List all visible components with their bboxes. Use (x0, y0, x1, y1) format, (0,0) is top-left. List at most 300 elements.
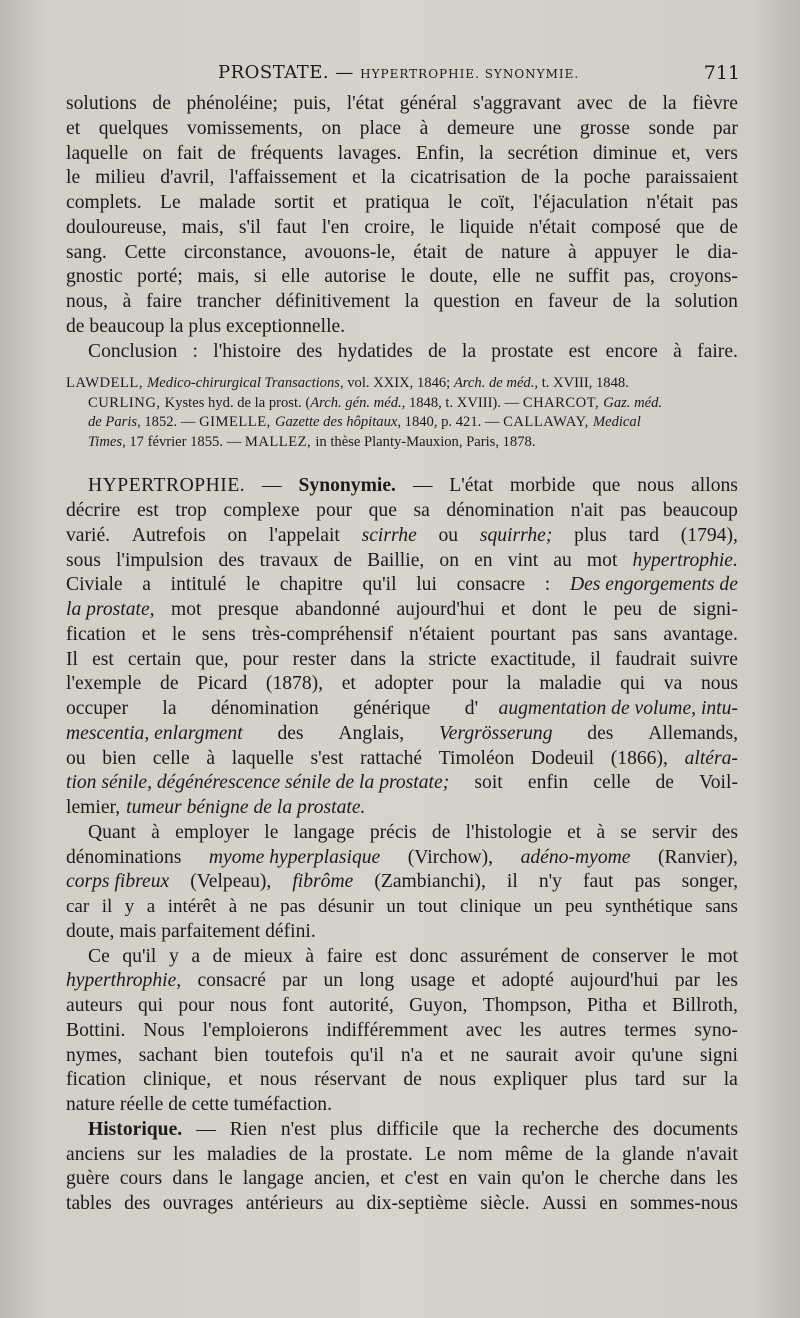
term: tumeur bénigne de la prostate. (126, 797, 366, 818)
text-line (66, 623, 738, 648)
term: mescentia, enlargment (66, 722, 243, 744)
word: question (433, 291, 500, 312)
text-line (66, 945, 738, 970)
word: pas (620, 500, 647, 521)
word: consacré (197, 970, 266, 992)
word: adopter (374, 673, 434, 695)
word: termes (624, 1019, 677, 1041)
word: assurément (460, 945, 549, 967)
word: y (124, 896, 135, 917)
word: l'histoire (213, 340, 282, 362)
text-line (66, 747, 738, 772)
word: pas (711, 192, 738, 213)
word: la (723, 1069, 738, 1091)
word: la (662, 93, 677, 114)
word: vain (477, 1168, 512, 1190)
word: et, (671, 142, 691, 164)
word: des (711, 821, 738, 843)
word: n'a (400, 1044, 423, 1066)
word: (Velpeau), (190, 871, 272, 893)
word: par (712, 117, 738, 139)
word: que (676, 216, 705, 238)
word: très-compréhensif (251, 623, 394, 645)
word: porté; (137, 266, 183, 288)
word: Ce (88, 945, 110, 967)
word: complets. (66, 192, 142, 213)
word: des (612, 1118, 640, 1140)
word: des (296, 340, 323, 362)
word: des (587, 722, 614, 744)
word: avouons-le, (304, 241, 396, 263)
word: vint (507, 549, 539, 571)
word: une (532, 117, 562, 139)
word: de (288, 1143, 308, 1165)
word: dans (350, 648, 387, 670)
word: avantage. (663, 623, 738, 645)
word: est (568, 340, 591, 362)
word: autorité, (329, 995, 394, 1016)
word: dénomination (446, 500, 555, 521)
section-heading-line (66, 1118, 738, 1143)
word: elle (281, 266, 310, 288)
word: n'était (528, 216, 577, 238)
word: que, (195, 648, 229, 670)
term: scirrhe (361, 524, 417, 546)
word: Il (66, 648, 78, 670)
word: fication (66, 623, 126, 645)
word: place (359, 117, 402, 139)
word: plus (584, 1069, 618, 1091)
ref-detail: , 1840, p. 421. — (397, 414, 504, 431)
ref-author: MALLEZ, (244, 433, 316, 450)
word: saurait (505, 1044, 558, 1066)
text-line (66, 1167, 738, 1192)
text-line (66, 1019, 738, 1044)
word: croire, (364, 216, 415, 238)
word: et (228, 1069, 243, 1091)
word: est (136, 500, 159, 521)
word: (Zambianchi), (374, 871, 486, 893)
word: sens (201, 623, 236, 645)
ref-title: Medico-chirurgical Transactions (147, 375, 340, 392)
word: en (474, 549, 493, 571)
term: hyperthrophie, (66, 970, 182, 992)
word: précis (369, 821, 417, 843)
text-line (66, 92, 738, 117)
term: augmentation de volume, intu- (498, 698, 738, 719)
word: (1866), (610, 747, 668, 769)
word: travaux (259, 549, 319, 571)
word: fait (176, 142, 203, 164)
word: phénoléine; (186, 93, 278, 114)
word: peu (613, 599, 642, 620)
word: pour (316, 500, 353, 521)
word: c'est (404, 1168, 439, 1190)
word: de (628, 93, 647, 114)
word: nous (259, 1069, 297, 1091)
paragraph-case-report (66, 92, 738, 315)
word: malade (199, 192, 256, 213)
word: on (142, 142, 163, 164)
word: grosse (579, 117, 630, 139)
word: servir (651, 821, 697, 843)
word: enfin (527, 772, 569, 794)
word: dans (172, 1168, 209, 1190)
word: un (533, 896, 553, 917)
word: expliquer (493, 1069, 568, 1091)
word: sur (682, 1069, 707, 1091)
word: Allemands, (648, 722, 738, 744)
text-line (66, 315, 738, 340)
word: milieu (95, 167, 146, 189)
word: Anglais, (338, 722, 405, 744)
body-text (66, 92, 738, 1217)
line-text: de beaucoup la plus exceptionnelle. (66, 315, 346, 337)
word: bien (102, 747, 137, 769)
word: sans (705, 896, 738, 917)
text-line (66, 722, 738, 747)
word: lavages. (337, 142, 402, 164)
word: lemier, (66, 797, 121, 818)
term: hypertrophie. (632, 549, 738, 571)
page-number: 711 (703, 62, 740, 84)
word: le (264, 821, 279, 843)
word: l'appelait (268, 524, 340, 546)
word: on (321, 117, 342, 139)
term: la prostate, (66, 599, 155, 620)
ref-title: Medical (592, 414, 641, 431)
word: de (428, 340, 447, 362)
word: Autrefois (131, 524, 206, 546)
word: pourtant (490, 623, 556, 645)
word: Aussi (542, 1193, 587, 1214)
word: solution (674, 291, 738, 312)
word: rattaché (360, 747, 423, 769)
word: tard (634, 1069, 666, 1091)
word: exactitude, (490, 648, 576, 670)
word: pas, (623, 266, 655, 288)
word: Baillie, (367, 549, 425, 571)
word: pratiqua (365, 192, 430, 213)
word: stricte (428, 648, 477, 670)
word: occuper (66, 698, 129, 719)
word: quelques (98, 117, 169, 139)
word: l'éjaculation (533, 192, 628, 213)
text-line (66, 1143, 738, 1168)
word: anciens (66, 1143, 125, 1165)
word: siècle. (480, 1193, 530, 1214)
word: tables (66, 1193, 112, 1214)
ref-title: Times (88, 433, 123, 450)
word: prostate (491, 340, 554, 362)
word: Timoléon (438, 747, 515, 769)
word: Bottini. (66, 1019, 126, 1041)
word: et (141, 623, 156, 645)
text-line (66, 1093, 738, 1118)
text-line (66, 549, 738, 574)
word: la (319, 1143, 334, 1165)
text-line (66, 672, 738, 697)
word: sans (613, 623, 648, 645)
word: s'il (238, 216, 261, 238)
word: chapitre (279, 574, 343, 596)
word: de (658, 599, 677, 620)
word: qu'on (521, 1168, 565, 1190)
word: tout (417, 896, 448, 917)
word: le (430, 216, 445, 238)
word: maladies (207, 1143, 277, 1165)
word: pas (571, 623, 598, 645)
word: hydatides (337, 340, 413, 362)
word: sachant (138, 1044, 198, 1066)
word: syno- (694, 1019, 738, 1041)
word: ou (66, 747, 86, 769)
text-line (66, 117, 738, 142)
text-line (66, 796, 738, 821)
word: a (146, 896, 156, 917)
word: définitivement (275, 291, 390, 312)
word: recherche (522, 1118, 599, 1140)
ref-detail: , vol. XXIX, 1846; (339, 375, 454, 392)
word: en (514, 291, 534, 312)
word: de (160, 673, 179, 695)
word: ne (249, 896, 268, 917)
word: langage (242, 1168, 304, 1190)
word: de (655, 772, 674, 794)
word: nous, (66, 291, 108, 312)
word: fréquents (250, 142, 324, 164)
word: dix-septième (366, 1193, 468, 1214)
word: (Virchow), (407, 846, 494, 868)
ref-author: GIMELLE, (199, 414, 275, 431)
word: nous (229, 995, 267, 1016)
word: le (245, 574, 261, 596)
word: liquide (459, 216, 514, 238)
text-line (66, 191, 738, 216)
word: a (142, 574, 151, 596)
section-heading-line (66, 474, 738, 499)
ref-title: de Paris (88, 414, 138, 431)
word: intitulé (170, 574, 227, 596)
text-line (66, 920, 738, 945)
word: le (447, 192, 462, 213)
word: mot (170, 599, 202, 620)
word: car (66, 896, 90, 917)
word: la (404, 291, 419, 312)
ref-detail: , 17 février 1855. — (122, 433, 245, 450)
word: il (101, 896, 113, 917)
word: employer (175, 821, 250, 843)
word: de (333, 549, 353, 571)
word: nous (637, 475, 675, 497)
word: par (282, 970, 308, 992)
word: était (413, 241, 447, 263)
word: signi (699, 1044, 738, 1066)
word: de (431, 821, 451, 843)
word: générique (353, 698, 431, 719)
word: et (341, 673, 356, 695)
references-block (66, 374, 738, 452)
term: fibrôme (292, 871, 354, 893)
word: mot (586, 549, 618, 571)
word: l'histologie (465, 821, 552, 843)
word: plus (329, 1118, 363, 1140)
word: en (599, 1193, 618, 1214)
word: Dodeuil (530, 747, 595, 769)
ref-detail: , 1852. — (137, 414, 200, 431)
word: doute, (429, 266, 478, 288)
word: presque (217, 599, 279, 620)
reference-line (66, 433, 738, 453)
word: la (461, 340, 477, 362)
word: de (560, 945, 580, 967)
term: corps fibreux (66, 871, 170, 893)
word: Cette (124, 241, 167, 263)
word: (Ranvier), (657, 846, 738, 868)
word: pas (634, 871, 661, 893)
word: l'emploierons (202, 1019, 309, 1041)
word: la (494, 1118, 509, 1140)
word: des (277, 722, 304, 744)
word: on (439, 549, 459, 571)
word: celle (152, 747, 190, 769)
line-text: doute, mais parfaitement défini. (66, 920, 316, 942)
word: à (206, 747, 216, 769)
word: l'état (346, 93, 384, 114)
term: altéra- (684, 747, 738, 769)
running-title-sub: HYPERTROPHIE. SYNONYMIE. (360, 67, 580, 81)
reference-line (66, 374, 738, 394)
ref-title: Gaz. méd. (603, 394, 663, 411)
word: les (519, 1019, 542, 1041)
word: décrire (66, 500, 121, 521)
word: le (218, 1168, 233, 1190)
word: Quant (88, 821, 136, 843)
word: soit (474, 772, 503, 794)
word: à (122, 291, 132, 312)
word: le (400, 266, 415, 288)
word: sortit (274, 192, 315, 213)
text-line (66, 499, 738, 524)
word: clinique (459, 896, 522, 917)
ref-author: CALLAWAY, (503, 414, 593, 431)
word: aujourd'hui (396, 599, 485, 620)
word: bien (214, 1044, 249, 1066)
word: nature (501, 241, 551, 263)
word: Civiale (66, 574, 123, 596)
word: circonstance, (183, 241, 287, 263)
word: : (544, 574, 551, 596)
word: Enfin, (415, 142, 465, 164)
word: glande (621, 1143, 675, 1165)
word: que (368, 500, 397, 521)
ref-author: CHARCOT, (522, 394, 604, 411)
word: Billroth, (672, 995, 738, 1016)
word: et (66, 117, 81, 139)
word: croyons- (669, 266, 738, 288)
word: synthétique (605, 896, 693, 917)
text-line (66, 846, 738, 871)
word: et (567, 821, 582, 843)
word: au (553, 549, 572, 571)
word: par (674, 970, 700, 992)
word: le (680, 945, 695, 967)
word: donc (409, 945, 448, 967)
ref-author: CURLING, (88, 394, 165, 411)
word: aujourd'hui (570, 970, 659, 992)
word: mot (707, 945, 738, 967)
word: n'avait (686, 1143, 738, 1165)
dash: — (262, 475, 282, 497)
text-line (66, 598, 738, 623)
word: rester (292, 648, 337, 670)
word: et (642, 995, 657, 1016)
word: faveur (547, 291, 598, 312)
word: la (595, 1143, 610, 1165)
text-line (66, 142, 738, 167)
word: — (412, 475, 433, 497)
word: solutions (66, 93, 137, 114)
text-line (66, 573, 738, 598)
word: toutefois (264, 1044, 334, 1066)
text-line (66, 821, 738, 846)
word: laquelle (231, 747, 294, 769)
word: qu'il (362, 574, 397, 596)
section-gap (66, 452, 738, 474)
subsection-heading: Synonymie. (298, 475, 396, 497)
word: font (282, 995, 314, 1016)
word: et (380, 1168, 395, 1190)
ref-detail: Kystes hyd. de la prost. ( (164, 394, 311, 411)
word: sommes-nous (630, 1193, 738, 1214)
word: dia- (707, 241, 738, 263)
word: plus (574, 524, 607, 546)
word: nous (700, 673, 738, 695)
word: nous (439, 1069, 477, 1091)
word: l'impulsion (115, 549, 204, 571)
word: sang. (66, 241, 107, 263)
word: morbide (509, 475, 576, 497)
running-title-main: PROSTATE. — (218, 62, 361, 83)
word: de (403, 1069, 422, 1091)
word: : (192, 340, 198, 362)
word: sur (136, 1143, 161, 1165)
word: Rien (229, 1118, 267, 1140)
word: beaucoup (662, 500, 738, 521)
word: d' (464, 698, 479, 719)
word: lui (416, 574, 437, 596)
word: mais, (197, 266, 240, 288)
word: est (375, 945, 397, 967)
word: langage (293, 821, 355, 843)
word: à (419, 117, 429, 139)
word: fièvre (692, 93, 738, 114)
word: la (506, 673, 521, 695)
word: nymes, (66, 1044, 123, 1066)
word: suivre (690, 648, 738, 670)
word: réservant (314, 1069, 387, 1091)
word: de (612, 291, 632, 312)
word: en (448, 1168, 468, 1190)
text-line (66, 994, 738, 1019)
text-line (66, 216, 738, 241)
word: Voil- (699, 772, 738, 794)
word: d'avril, (160, 167, 215, 189)
word: qui (620, 673, 646, 695)
word: le (574, 1168, 589, 1190)
word: et (439, 1044, 454, 1066)
text-line (66, 648, 738, 673)
